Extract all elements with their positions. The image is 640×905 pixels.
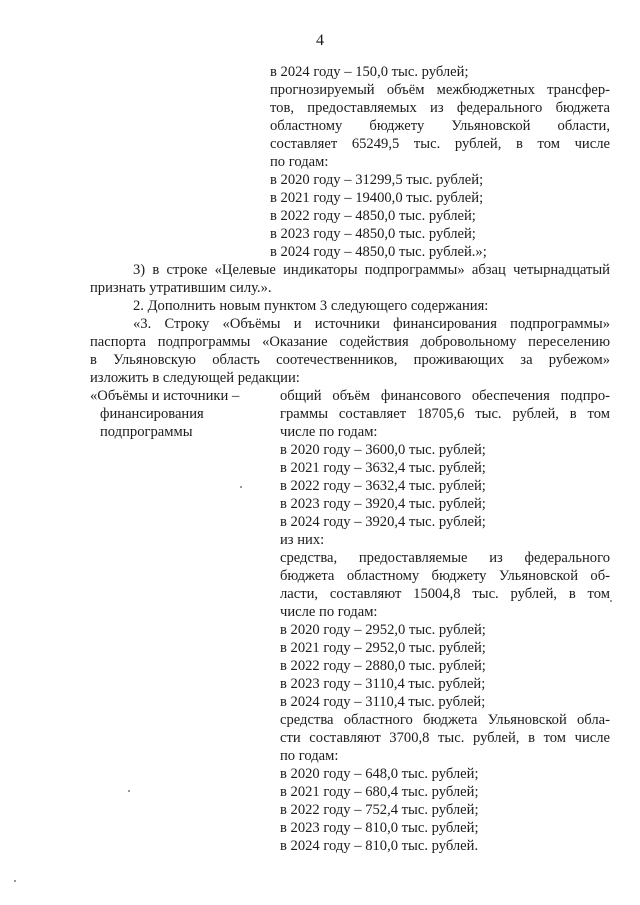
text-line: в 2020 году – 31299,5 тыс. рублей; [270, 172, 484, 188]
text-line: в 2022 году – 752,4 тыс. рублей; [280, 802, 479, 818]
text-line: в 2022 году – 4850,0 тыс. рублей; [270, 208, 476, 224]
scan-speck [610, 600, 612, 602]
text-line: в 2023 году – 3920,4 тыс. рублей; [280, 496, 486, 512]
scan-speck [240, 486, 242, 488]
text-line: в Ульяновскую область соотечественников, проживающих за рубежом» [90, 352, 610, 368]
text-line: средства областного бюджета Ульяновской обла- [280, 712, 610, 728]
text-line: в 2020 году – 3600,0 тыс. рублей; [280, 442, 486, 458]
text-line: ласти, составляют 15004,8 тыс. рублей, в том [280, 586, 610, 602]
text-line: в 2020 году – 648,0 тыс. рублей; [280, 766, 479, 782]
text-line: в 2021 году – 3632,4 тыс. рублей; [280, 460, 486, 476]
text-line: составляет 65249,5 тыс. рублей, в том числе [270, 136, 610, 152]
text-line: в 2023 году – 4850,0 тыс. рублей; [270, 226, 476, 242]
text-line: «3. Строку «Объёмы и источники финансирования подпрограммы» [133, 316, 610, 332]
text-line: тов, предоставляемых из федерального бюджета [270, 100, 610, 116]
text-line: общий объём финансового обеспечения подпро- [280, 388, 610, 404]
text-line: по годам: [270, 154, 329, 170]
text-line: по годам: [280, 748, 339, 764]
text-line: в 2022 году – 2880,0 тыс. рублей; [280, 658, 486, 674]
text-line: подпрограммы [100, 424, 193, 440]
text-line: в 2021 году – 680,4 тыс. рублей; [280, 784, 479, 800]
text-line: областному бюджету Ульяновской области, [270, 118, 610, 134]
text-line: числе по годам: [280, 604, 378, 620]
text-line: в 2021 году – 2952,0 тыс. рублей; [280, 640, 486, 656]
text-line: в 2024 году – 3110,4 тыс. рублей; [280, 694, 486, 710]
text-line: «Объёмы и источники – [90, 388, 240, 404]
text-line: в 2022 году – 3632,4 тыс. рублей; [280, 478, 486, 494]
scan-speck [14, 880, 16, 882]
text-line: финансирования [100, 406, 204, 422]
text-line: в 2020 году – 2952,0 тыс. рублей; [280, 622, 486, 638]
text-line: изложить в следующей редакции: [90, 370, 300, 386]
text-line: числе по годам: [280, 424, 378, 440]
text-line: в 2024 году – 150,0 тыс. рублей; [270, 64, 469, 80]
scan-speck [128, 790, 130, 792]
item-2-heading: 2. Дополнить новым пунктом 3 следующего содержания: [133, 298, 489, 314]
text-line: в 2021 году – 19400,0 тыс. рублей; [270, 190, 484, 206]
text-line: в 2024 году – 4850,0 тыс. рублей.»; [270, 244, 487, 260]
text-line: граммы составляет 18705,6 тыс. рублей, в том [280, 406, 610, 422]
text-line: в 2024 году – 810,0 тыс. рублей. [280, 838, 479, 854]
text-line: в 2024 году – 3920,4 тыс. рублей; [280, 514, 486, 530]
text-line: прогнозируемый объём межбюджетных трансфер- [270, 82, 610, 98]
text-line: из них: [280, 532, 325, 548]
text-line: средства, предоставляемые из федерального [280, 550, 610, 566]
text-line: бюджета областному бюджету Ульяновской об- [280, 568, 610, 584]
text-line: признать утратившим силу.». [90, 280, 272, 296]
text-line: паспорта подпрограммы «Оказание содействия добровольному переселению [90, 334, 610, 350]
text-line: в 2023 году – 810,0 тыс. рублей; [280, 820, 479, 836]
text-line: в 2023 году – 3110,4 тыс. рублей; [280, 676, 486, 692]
page-number: 4 [316, 32, 324, 49]
text-line: 3) в строке «Целевые индикаторы подпрограммы» абзац четырнадцатый [133, 262, 610, 278]
text-line: сти составляют 3700,8 тыс. рублей, в том числе [280, 730, 610, 746]
